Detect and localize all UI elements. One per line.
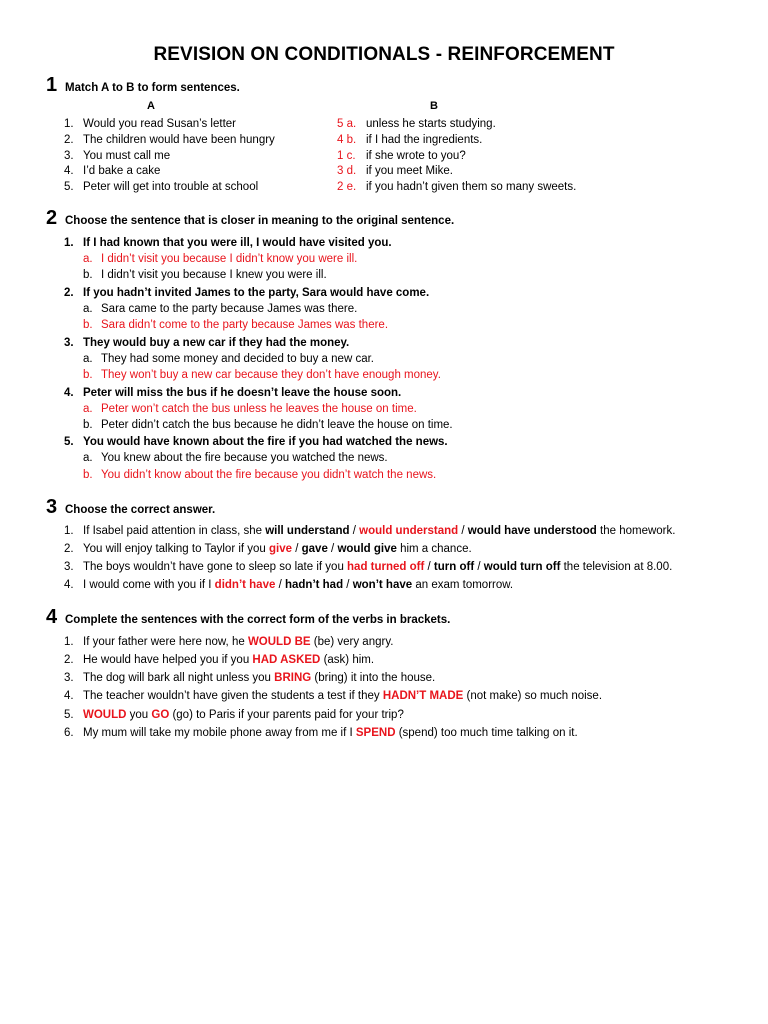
column-b-item: [337, 118, 496, 130]
choice-option: won’t have: [352, 579, 413, 591]
sentence-start: I would come with you if I: [83, 579, 215, 591]
fill-in-item: [64, 727, 578, 739]
item-text: if she wrote to you?: [366, 150, 466, 162]
choice-option: gave: [301, 543, 328, 555]
column-b-item: [337, 150, 466, 162]
item-number: 5.: [64, 709, 74, 721]
section-number: 2: [46, 207, 58, 229]
filled-answer: BRING: [274, 672, 312, 684]
sentence-end: (ask) him.: [320, 654, 375, 666]
sentence-end: (go) to Paris if your parents paid for your trip?: [169, 709, 404, 721]
option-letter: b.: [83, 369, 93, 381]
option-letter: a.: [83, 303, 93, 315]
section-instruction: Choose the sentence that is closer in meaning to the original sentence.: [65, 215, 455, 227]
column-a-item: [64, 134, 275, 146]
item-number: 1.: [64, 118, 74, 130]
section-2-header: [46, 207, 454, 230]
item-number: 3.: [64, 337, 74, 349]
item-number: 6.: [64, 727, 74, 739]
answer-key: 4 b.: [337, 134, 357, 146]
item-number: 3.: [64, 672, 74, 684]
column-b-item: [337, 165, 453, 177]
question-text: If I had known that you were ill, I would have visited you.: [83, 237, 392, 249]
question-text: You would have known about the fire if you had watched the news.: [83, 436, 448, 448]
option-text: You didn’t know about the fire because you didn’t watch the news.: [101, 469, 437, 481]
option-text: I didn’t visit you because I knew you were ill.: [101, 269, 327, 281]
question: [64, 436, 448, 448]
question: [64, 337, 349, 349]
column-b-header: B: [430, 100, 438, 112]
sentence-start: The teacher wouldn’t have given the students a test if they: [83, 690, 383, 702]
option-correct: [83, 319, 388, 331]
section-3-header: [46, 496, 215, 519]
multiple-choice-item: [64, 561, 672, 573]
section-4-header: [46, 606, 450, 629]
item-text: if I had the ingredients.: [366, 134, 483, 146]
sentence-end: (bring) it into the house.: [311, 672, 436, 684]
option: [83, 269, 327, 281]
option-text: They won’t buy a new car because they don’t have enough money.: [101, 369, 441, 381]
sentence-start: He would have helped you if you: [83, 654, 253, 666]
item-number: 4.: [64, 165, 74, 177]
question-text: If you hadn’t invited James to the party, Sara would have come.: [83, 287, 430, 299]
item-number: 3.: [64, 150, 74, 162]
option-letter: a.: [83, 253, 93, 265]
item-number: 2.: [64, 134, 74, 146]
section-instruction: Match A to B to form sentences.: [65, 82, 240, 94]
section-1-header: [46, 74, 240, 97]
option-correct: [83, 403, 417, 415]
item-text: if you meet Mike.: [366, 165, 453, 177]
section-instruction: Complete the sentences with the correct form of the verbs in brackets.: [65, 614, 451, 626]
option: [83, 419, 453, 431]
option-letter: b.: [83, 419, 93, 431]
fill-in-item: [64, 654, 374, 666]
item-number: 5.: [64, 181, 74, 193]
fill-in-item: [64, 672, 435, 684]
option-text: Sara didn’t come to the party because James was there.: [101, 319, 389, 331]
item-number: 4.: [64, 579, 74, 591]
sentence-start: You will enjoy talking to Taylor if you: [83, 543, 270, 555]
section-instruction: Choose the correct answer.: [65, 504, 216, 516]
option: [83, 303, 357, 315]
choice-option-correct: would understand: [359, 525, 459, 537]
option: [83, 452, 388, 464]
section-number: 1: [46, 74, 58, 96]
option-correct: [83, 253, 357, 265]
filled-answer: SPEND: [355, 727, 396, 739]
sentence-end: (not make) so much noise.: [463, 690, 603, 702]
option-text: Peter won’t catch the bus unless he leaves the house on time.: [101, 403, 417, 415]
sentence-middle: you: [126, 709, 152, 721]
choice-separator: /: [474, 561, 484, 573]
option: [83, 353, 374, 365]
choice-option: would have understood: [467, 525, 597, 537]
option-text: I didn’t visit you because I didn’t know you were ill.: [101, 253, 358, 265]
option-text: They had some money and decided to buy a new car.: [101, 353, 374, 365]
answer-key: 3 d.: [337, 165, 357, 177]
question-text: They would buy a new car if they had the money.: [83, 337, 350, 349]
answer-key: 5 a.: [337, 118, 357, 130]
option-text: Peter didn’t catch the bus because he didn’t leave the house on time.: [101, 419, 453, 431]
multiple-choice-item: [64, 579, 513, 591]
choice-option: would turn off: [483, 561, 561, 573]
option-letter: a.: [83, 353, 93, 365]
question-text: Peter will miss the bus if he doesn’t leave the house soon.: [83, 387, 402, 399]
filled-answer: HAD ASKED: [252, 654, 321, 666]
section-number: 4: [46, 606, 58, 628]
item-number: 3.: [64, 561, 74, 573]
item-text: I’d bake a cake: [83, 165, 161, 177]
item-number: 2.: [64, 543, 74, 555]
item-number: 5.: [64, 436, 74, 448]
choice-separator: /: [424, 561, 434, 573]
item-text: unless he starts studying.: [366, 118, 496, 130]
question: [64, 287, 429, 299]
multiple-choice-item: [64, 525, 675, 537]
item-number: 1.: [64, 237, 74, 249]
item-text: if you hadn’t given them so many sweets.: [366, 181, 577, 193]
choice-option: hadn’t had: [284, 579, 344, 591]
column-b-item: [337, 134, 482, 146]
option-letter: a.: [83, 403, 93, 415]
choice-option-correct: had turned off: [347, 561, 425, 573]
column-a-item: [64, 118, 236, 130]
column-b-item: [337, 181, 576, 193]
sentence-end: the homework.: [596, 525, 676, 537]
choice-option-correct: didn’t have: [214, 579, 276, 591]
option-letter: a.: [83, 452, 93, 464]
choice-option: turn off: [433, 561, 475, 573]
sentence-start: The dog will bark all night unless you: [83, 672, 275, 684]
option-letter: b.: [83, 319, 93, 331]
item-number: 2.: [64, 654, 74, 666]
option-letter: b.: [83, 469, 93, 481]
answer-key: 2 e.: [337, 181, 357, 193]
item-number: 1.: [64, 525, 74, 537]
item-number: 4.: [64, 387, 74, 399]
choice-separator: /: [275, 579, 285, 591]
choice-option: would give: [337, 543, 397, 555]
column-a-item: [64, 165, 160, 177]
choice-option: will understand: [265, 525, 350, 537]
filled-answer: WOULD BE: [247, 636, 311, 648]
sentence-start: The boys wouldn’t have gone to sleep so late if you: [83, 561, 348, 573]
item-number: 4.: [64, 690, 74, 702]
fill-in-item: [64, 636, 393, 648]
column-a-header: A: [147, 100, 155, 112]
sentence-end: the television at 8.00.: [560, 561, 673, 573]
question: [64, 237, 392, 249]
multiple-choice-item: [64, 543, 472, 555]
choice-separator: /: [343, 579, 353, 591]
sentence-end: him a chance.: [396, 543, 472, 555]
choice-separator: /: [349, 525, 360, 537]
item-text: You must call me: [83, 150, 171, 162]
filled-answer: HADN’T MADE: [382, 690, 464, 702]
filled-answer: WOULD: [83, 709, 127, 721]
item-number: 2.: [64, 287, 74, 299]
sentence-start: If Isabel paid attention in class, she: [83, 525, 266, 537]
sentence-start: My mum will take my mobile phone away from me if I: [83, 727, 356, 739]
choice-separator: /: [458, 525, 468, 537]
option-correct: [83, 369, 441, 381]
section-number: 3: [46, 496, 58, 518]
worksheet-title: REVISION ON CONDITIONALS - REINFORCEMENT: [153, 44, 615, 65]
question: [64, 387, 401, 399]
filled-answer: GO: [151, 709, 170, 721]
choice-separator: /: [327, 543, 338, 555]
choice-separator: /: [292, 543, 302, 555]
option-letter: b.: [83, 269, 93, 281]
fill-in-item: [64, 709, 404, 721]
option-correct: [83, 469, 436, 481]
option-text: Sara came to the party because James was there.: [101, 303, 358, 315]
column-a-item: [64, 150, 170, 162]
column-a-item: [64, 181, 258, 193]
item-text: Would you read Susan’s letter: [83, 118, 236, 130]
option-text: You knew about the fire because you watched the news.: [101, 452, 388, 464]
sentence-end: an exam tomorrow.: [412, 579, 514, 591]
sentence-end: (be) very angry.: [310, 636, 394, 648]
choice-option-correct: give: [269, 543, 293, 555]
fill-in-item: [64, 690, 602, 702]
sentence-start: If your father were here now, he: [83, 636, 248, 648]
item-number: 1.: [64, 636, 74, 648]
item-text: The children would have been hungry: [83, 134, 275, 146]
answer-key: 1 c.: [337, 150, 356, 162]
item-text: Peter will get into trouble at school: [83, 181, 259, 193]
sentence-end: (spend) too much time talking on it.: [395, 727, 578, 739]
